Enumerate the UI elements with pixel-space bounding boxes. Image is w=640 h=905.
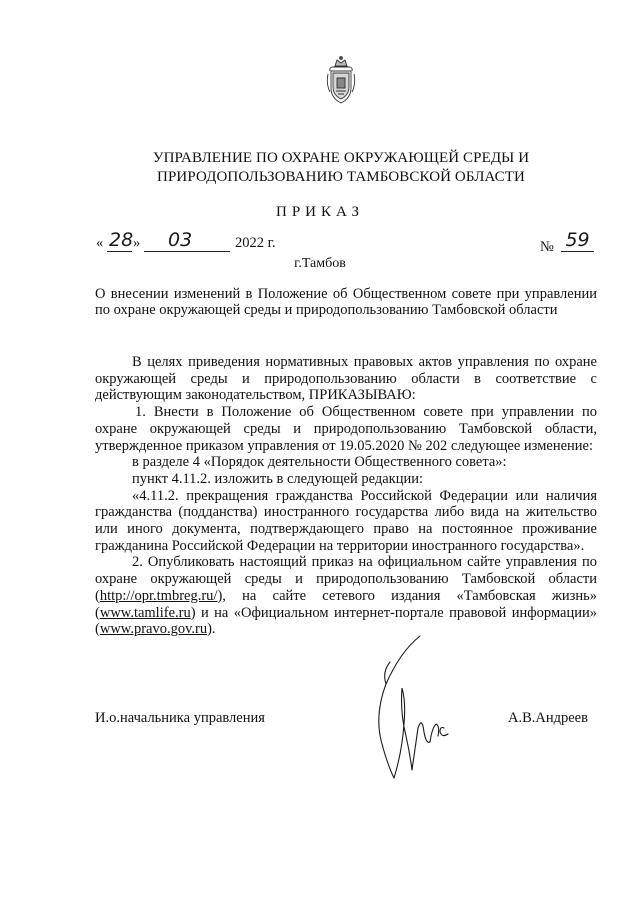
paragraph-item-2 [95, 554, 597, 638]
item-2-text-d: ). [207, 621, 216, 638]
date-close-quote: » [133, 235, 141, 251]
paragraph-item-1: 1. Внести в Положение об Общественном совете при управлении по охране окружающей среды и природопользованию Тамбовской области, утвержденное приказом управления от 19.05.2020 № 202 следующее изменение: [95, 404, 597, 454]
signer-name: А.В.Андреев [508, 710, 588, 726]
number-prefix: № [540, 239, 554, 255]
item-2-text-c: ) и на «Официальном интернет-портале правовой информации» ( [95, 604, 597, 638]
item-2-text-a: 2. Опубликовать настоящий приказ на официальном сайте управления по охране окружающей среды и природопользованию Тамбовской области ( [95, 554, 597, 604]
link-opr-tmbreg[interactable]: http://opr.tmbreg.ru/ [99, 587, 218, 604]
item-2-text-b: ), на сайте сетевого издания «Тамбовская жизнь» ( [95, 587, 597, 621]
paragraph-section: в разделе 4 «Порядок деятельности Общественного совета»: [132, 454, 507, 471]
date-open-quote: « [96, 235, 104, 251]
paragraph-clause: пункт 4.11.2. изложить в следующей редакции: [132, 470, 424, 487]
paragraph-preamble: В целях приведения нормативных правовых актов управления по охране окружающей среды и природопользованию области в соответствие с действующим законодательством, ПРИКАЗЫВАЮ: [95, 354, 597, 404]
paragraph-new-wording: «4.11.2. прекращения гражданства Российской Федерации или наличия гражданства (подданства) иностранного государства либо вида на жительство или иного документа, подтверждающего право на постоянное проживание гражданина Российской Федерации на территории иностранного государства». [95, 487, 597, 554]
month-underline [144, 251, 230, 252]
order-body [95, 354, 597, 638]
coat-of-arms-icon [326, 54, 356, 106]
org-line-2: ПРИРОДОПОЛЬЗОВАНИЮ ТАМБОВСКОЙ ОБЛАСТИ [157, 169, 525, 185]
city: г.Тамбов [294, 256, 346, 271]
signature-mark [360, 632, 470, 782]
order-subject: О внесении изменений в Положение об Общественном совете при управлении по охране окружающей среды и природопользованию Тамбовской области [95, 286, 597, 318]
link-tamlife[interactable]: www.tamlife.ru [99, 604, 191, 621]
date-year: 2022 г. [235, 235, 276, 251]
link-pravo-gov[interactable]: www.pravo.gov.ru [99, 621, 208, 638]
organization-name [120, 149, 562, 187]
date-day: 28 [109, 229, 134, 251]
org-line-1: УПРАВЛЕНИЕ ПО ОХРАНЕ ОКРУЖАЮЩЕЙ СРЕДЫ И [152, 150, 530, 166]
order-number [540, 229, 594, 255]
document-type: ПРИКАЗ [276, 204, 364, 220]
signer-position: И.о.начальника управления [95, 710, 265, 726]
day-underline [107, 251, 132, 252]
date-month: 03 [168, 229, 193, 251]
number-value: 59 [561, 230, 593, 252]
